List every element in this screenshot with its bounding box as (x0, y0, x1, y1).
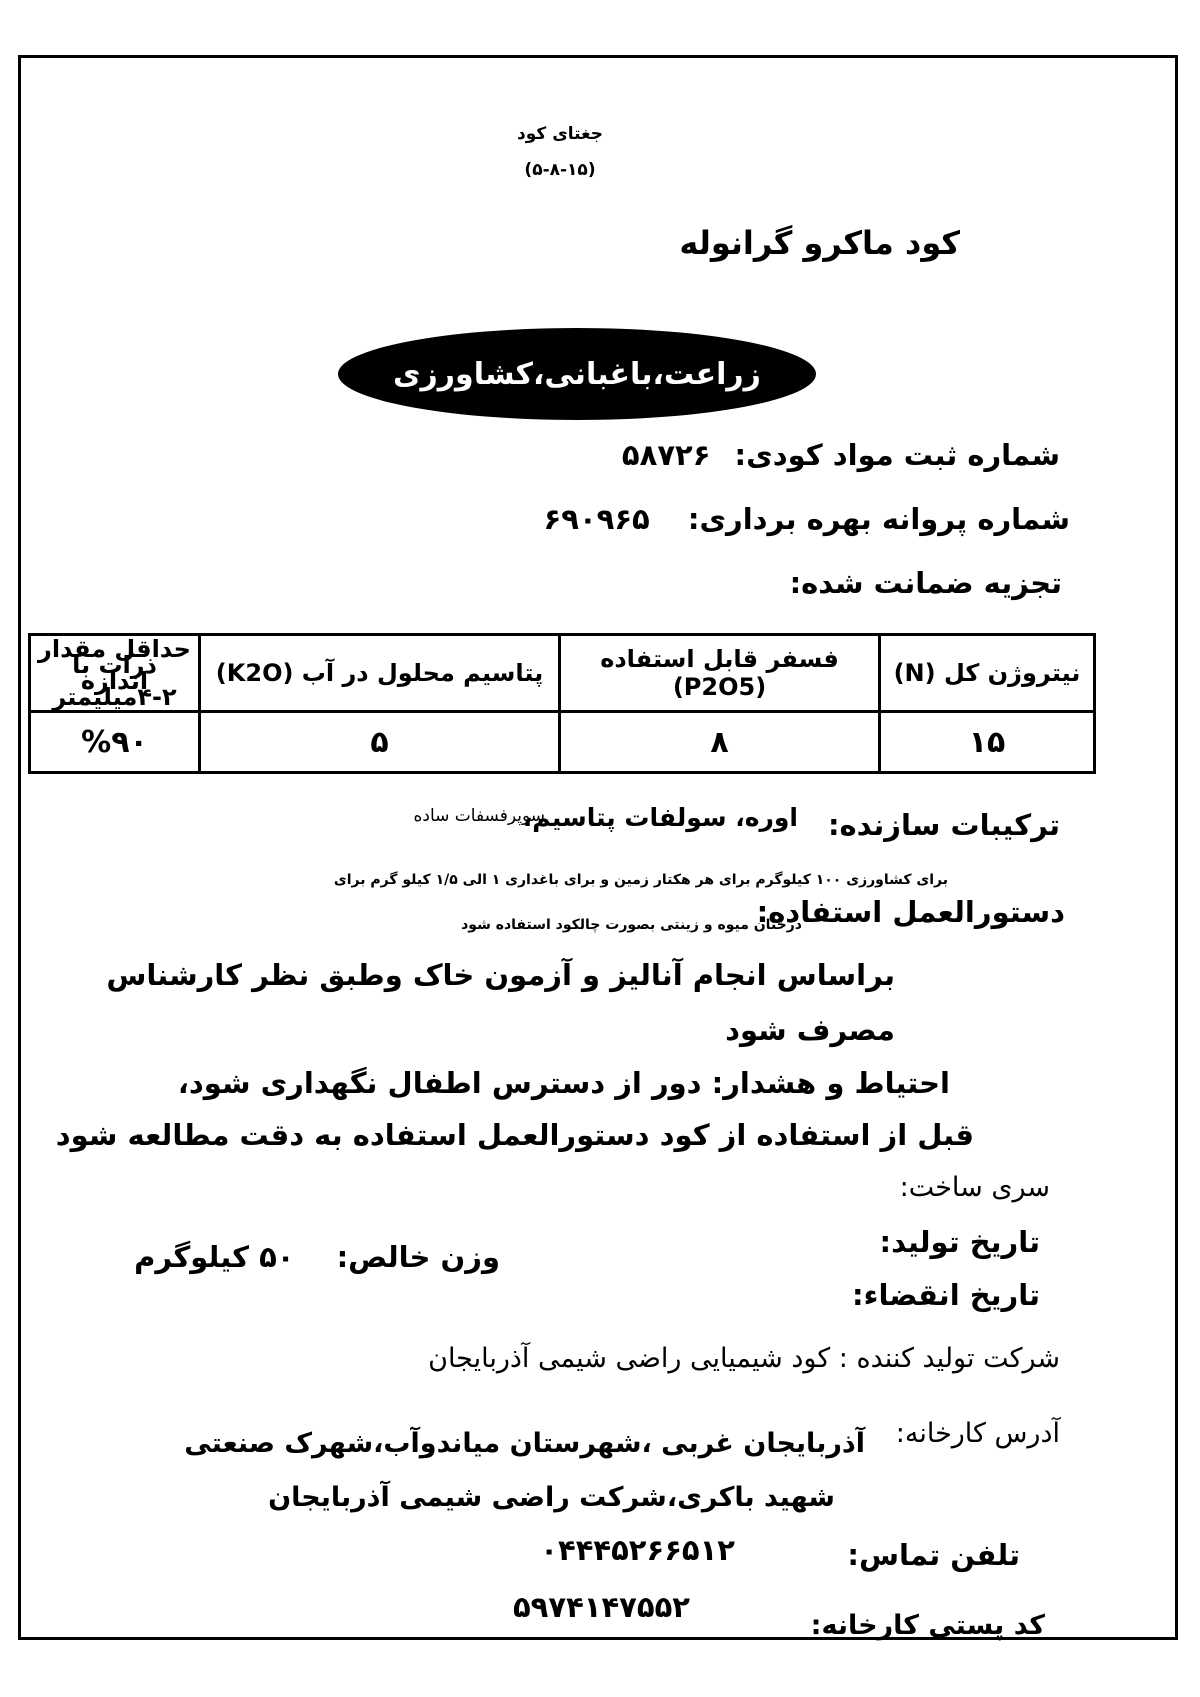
analysis-title: تجزیه ضمانت شده: (789, 566, 1062, 600)
header-line-1: جغتای کود (517, 124, 603, 144)
postal-code-value: ۵۹۷۴۱۴۷۵۵۲ (512, 1590, 690, 1624)
instructions-small-2: درختان میوه و زینتی بصورت چالکود استفاده شود (461, 917, 802, 933)
factory-address-label: آدرس کارخانه: (895, 1418, 1060, 1449)
net-weight-label: وزن خالص: (336, 1240, 500, 1274)
manufacturer: شرکت تولید کننده : کود شیمیایی راضی شیمی آذربایجان (428, 1343, 1060, 1374)
instructions-label: دستورالعمل استفاده: (756, 895, 1065, 929)
registration-value: ۵۸۷۲۶ (621, 438, 711, 472)
phone-value: ۰۴۴۴۵۲۶۶۵۱۲ (540, 1533, 735, 1567)
usage-banner-text: زراعت،باغبانی،کشاورزی (393, 356, 761, 392)
header-phosphorus: فسفر قابل استفاده (P2O5) (560, 635, 880, 712)
label-border (18, 55, 1178, 1640)
instructions-small-1: برای کشاورزی ۱۰۰ کیلوگرم برای هر هکتار زمین و برای باغداری ۱ الی ۱/۵ کیلو گرم برای (333, 872, 948, 888)
ingredients-main: اوره، سولفات پتاسیم، (522, 803, 798, 832)
registration-label: شماره ثبت مواد کودی: (734, 438, 1060, 472)
usage-banner (338, 328, 816, 420)
net-weight (134, 1240, 500, 1274)
warning-line-2: قبل از استفاده از کود دستورالعمل استفاده به دقت مطالعه شود (55, 1118, 974, 1152)
phone-label: تلفن تماس: (847, 1538, 1020, 1572)
value-nitrogen: ۱۵ (880, 712, 1095, 773)
ingredients-label: ترکیبات سازنده: (827, 808, 1060, 842)
postal-code-label: کد پستی کارخانه: (810, 1610, 1045, 1641)
license-label: شماره پروانه بهره برداری: (687, 502, 1070, 536)
header-nitrogen: نیتروژن کل (N) (880, 635, 1095, 712)
production-date-label: تاریخ تولید: (879, 1225, 1040, 1259)
header-potassium: پتاسیم محلول در آب (K2O) (200, 635, 560, 712)
ingredients-extra: سوپرفسفات ساده (413, 806, 545, 826)
license-value: ۶۹۰۹۶۵ (543, 502, 650, 536)
header-particle-size: حداقل مقدار ذرات با اندازه ۲-۴میلیمتر (30, 635, 200, 712)
factory-address-line-1: آذربایجان غربی ،شهرستان میاندوآب،شهرک صنعتی (184, 1428, 865, 1459)
batch-label: سری ساخت: (899, 1172, 1050, 1203)
factory-address-line-2: شهید باکری،شرکت راضی شیمی آذربایجان (268, 1482, 835, 1513)
value-particle-size: %۹۰ (30, 712, 200, 773)
value-phosphorus: ۸ (560, 712, 880, 773)
warning-line-1: احتیاط و هشدار: دور از دسترس اطفال نگهداری شود، (177, 1066, 950, 1100)
instructions-big-1: براساس انجام آنالیز و آزمون خاک وطبق نظر کارشناس (106, 958, 895, 992)
product-title: کود ماکرو گرانوله (679, 224, 960, 262)
analysis-table (28, 633, 1096, 774)
expiry-date-label: تاریخ انقضاء: (852, 1278, 1040, 1312)
net-weight-value: ۵۰ کیلوگرم (134, 1240, 295, 1274)
instructions-big-2: مصرف شود (725, 1013, 895, 1047)
header-line-2: (۵-۸-۱۵) (524, 160, 596, 180)
license-number (544, 502, 1070, 536)
value-potassium: ۵ (200, 712, 560, 773)
registration-number (622, 438, 1060, 472)
